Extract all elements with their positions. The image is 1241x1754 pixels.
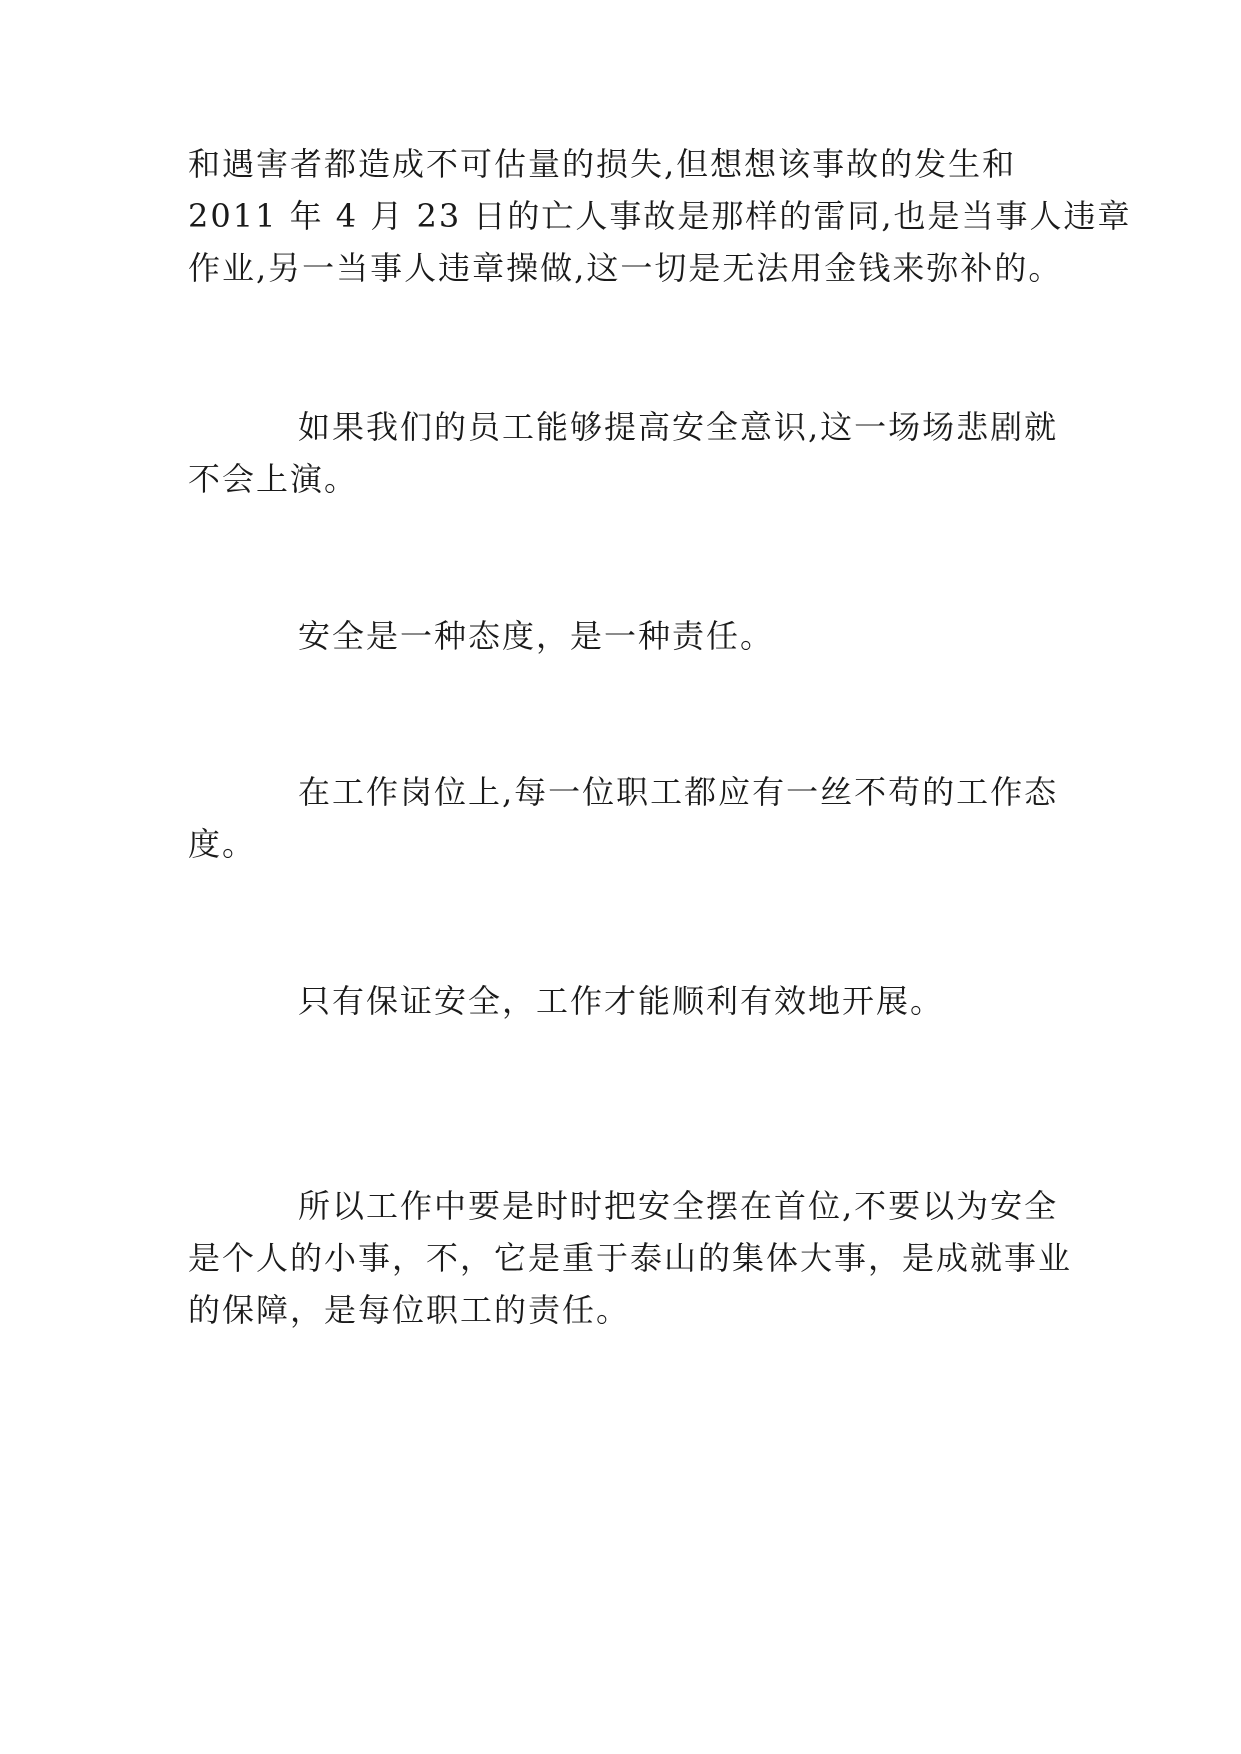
- paragraph-safety-guarantee: [188, 975, 1058, 1027]
- text-line: 如果我们的员工能够提高安全意识,这一场场悲剧就: [298, 408, 1059, 446]
- text-line: 不会上演。: [188, 460, 359, 498]
- text-line: 和遇害者都造成不可估量的损失,但想想该事故的发生和: [188, 145, 1017, 183]
- paragraph-work-attitude: [188, 766, 1058, 870]
- text-line: 安全是一种态度，是一种责任。: [298, 617, 775, 655]
- text-line: 所以工作中要是时时把安全摆在首位,不要以为安全: [298, 1187, 1059, 1225]
- text-line: 只有保证安全，工作才能顺利有效地开展。: [298, 982, 945, 1020]
- paragraph-accident-loss: [188, 138, 1132, 294]
- text-line: 作业,另一当事人违章操做,这一切是无法用金钱来弥补的。: [188, 249, 1063, 287]
- paragraph-safety-attitude: [188, 610, 1058, 662]
- text-line: 2011 年 4 月 23 日的亡人事故是那样的雷同,也是当事人违章: [188, 197, 1132, 235]
- paragraph-safety-first: [188, 1180, 1073, 1336]
- paragraph-safety-awareness: [188, 401, 1058, 505]
- text-line: 是个人的小事，不，它是重于泰山的集体大事，是成就事业: [188, 1239, 1073, 1277]
- text-line: 度。: [188, 825, 257, 863]
- text-line: 的保障，是每位职工的责任。: [188, 1291, 631, 1329]
- text-line: 在工作岗位上,每一位职工都应有一丝不苟的工作态: [298, 773, 1059, 811]
